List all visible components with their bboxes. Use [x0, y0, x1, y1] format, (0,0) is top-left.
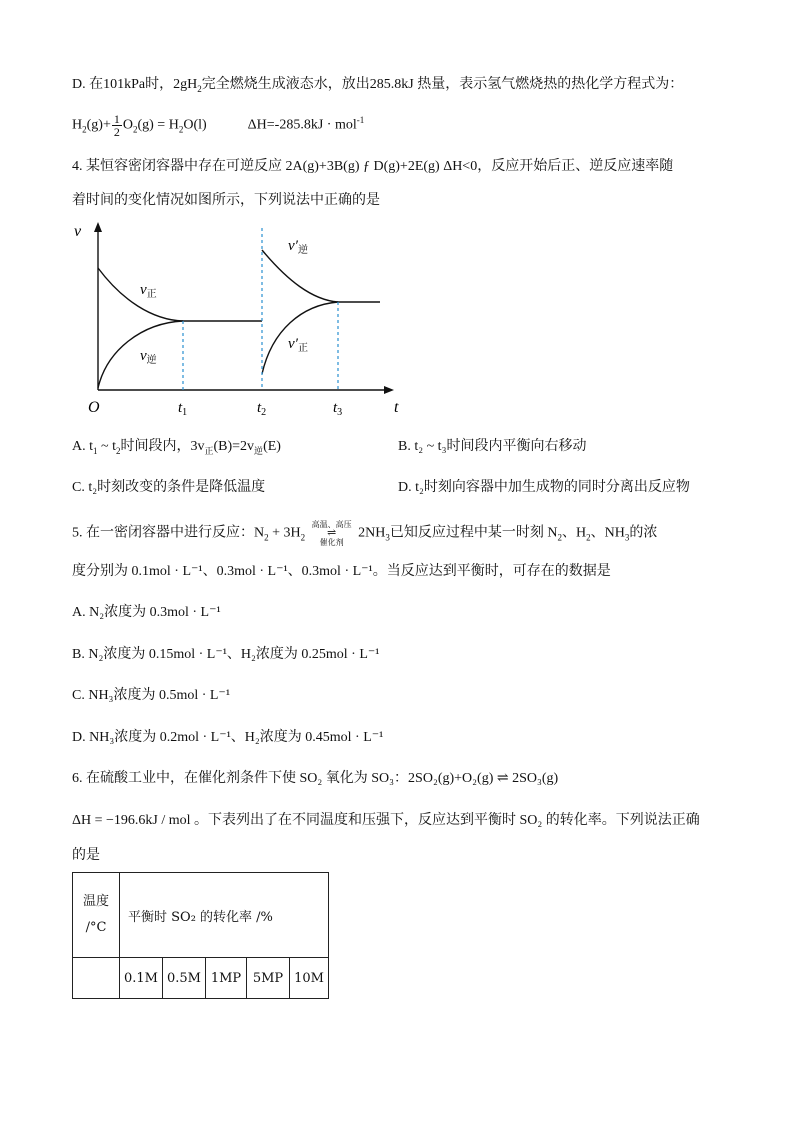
table-header-conversion: 平衡时 SO₂ 的转化率 /% — [120, 873, 329, 958]
x-axis-label: t — [394, 399, 399, 416]
pressure-cell: 0.1M — [120, 958, 163, 999]
eq-o2-state: (g) = H — [137, 117, 179, 133]
pressure-cell: 5MP — [247, 958, 290, 999]
question-4-line2: 着时间的变化情况如图所示，下列说法中正确的是 — [72, 193, 380, 208]
t3-label: $t_3$ — [333, 400, 343, 418]
eq-h2-state: (g)+ — [86, 117, 111, 133]
question-6-line2: ΔH = −196.6kJ / mol 。下表列出了在不同温度和压强下，反应达到平衡时 SO₂ 的转化率。下列说法正确 — [72, 813, 700, 828]
q5-option-b[interactable]: B. N₂浓度为 0.15mol · L⁻¹、H₂浓度为 0.25mol · L⁻¹ — [72, 647, 380, 662]
q4-option-c[interactable]: C. t₂时刻改变的条件是降低温度 — [72, 480, 266, 495]
t2-label: $t_2$ — [257, 400, 267, 418]
pressure-cell: 1MP — [206, 958, 247, 999]
text-mid: 时， — [145, 77, 174, 92]
q5-option-a[interactable]: A. N₂浓度为 0.3mol · L⁻¹ — [72, 605, 221, 620]
option-d-prefix: D. 在 — [72, 77, 104, 92]
v-prime-reverse-label: $v'_逆$ — [288, 238, 308, 256]
q4-option-d[interactable]: D. t₂时刻向容器中加生成物的同时分离出反应物 — [398, 480, 690, 495]
enthalpy-value: ΔH=-285.8kJ · mol — [247, 117, 357, 133]
thermochemical-equation: $H_2(g)+$ $\frac{1}{2}$ $O_2(g) = H_2O(l) \Delta H=-285.8kJ \cdot mol^{-1}$ — [72, 111, 365, 139]
question-5-line2: 度分别为 0.1mol · L⁻¹、0.3mol · L⁻¹、0.3mol · L⁻¹。当反应达到平衡时，可存在的数据是 — [72, 564, 611, 579]
q4-option-a[interactable]: A. $t_1$ ~ $t_2$时间段内，$3v_正(B)=2v_逆(E)$ — [72, 439, 281, 456]
conversion-table — [72, 872, 329, 999]
rate-time-graph — [72, 220, 402, 420]
v-reverse-label: $v_逆$ — [140, 348, 157, 366]
enthalpy-unit-sup: -1 — [356, 115, 365, 125]
reaction-condition: 高温、高压 ⇌ 催化剂 — [311, 520, 352, 547]
eq-o2: O — [122, 117, 133, 133]
origin-label: O — [88, 399, 100, 416]
question-6-line3: 的是 — [72, 848, 100, 863]
question-4-line1: 4. 某恒容密闭容器中存在可逆反应 2A(g)+3B(g) ƒ D(g)+2E(g) ΔH<0，反应开始后正、逆反应速率随 — [72, 159, 674, 174]
question-5-line1: 5. 在一密闭容器中进行反应：$N_2 + 3H_2$ 高温、高压 ⇌ 催化剂 $2NH_3$已知反应过程中某一时刻 $N_2$、$H_2$、$NH_3$的浓 — [72, 520, 658, 547]
table-header-temp: 温度 /°C — [73, 873, 120, 958]
pressure-value: 101kPa — [103, 77, 146, 92]
t1-label: $t_1$ — [178, 400, 188, 418]
q5-option-d[interactable]: D. NH₃浓度为 0.2mol · L⁻¹、H₂浓度为 0.45mol · L⁻¹ — [72, 730, 384, 745]
eq-water: O(l) — [183, 117, 207, 133]
q4-option-b[interactable]: B. t₂ ~ t₃时间段内平衡向右移动 — [398, 439, 587, 454]
question-6-line1: 6. 在硫酸工业中，在催化剂条件下使 SO₂ 氧化为 SO₃：2SO₂(g)+O₂(g) ⇌ 2SO₃(g) — [72, 771, 559, 786]
eq-h2: H — [72, 117, 83, 133]
hydrogen-mass: $2gH_2$ — [173, 77, 202, 94]
table-empty-cell — [73, 958, 120, 999]
pressure-cell: 0.5M — [163, 958, 206, 999]
v-forward-label: $v_正$ — [140, 282, 157, 300]
pressure-cell: 10M — [290, 958, 329, 999]
y-axis-label: v — [74, 223, 82, 240]
reverse-rate-curve-2 — [262, 250, 338, 302]
y-axis-arrow — [94, 222, 102, 232]
x-axis-arrow — [384, 386, 394, 394]
forward-rate-curve-2 — [262, 302, 338, 374]
q5-option-c[interactable]: C. NH₃浓度为 0.5mol · L⁻¹ — [72, 688, 231, 703]
option-d-rest: 完全燃烧生成液态水，放出285.8kJ 热量，表示氢气燃烧热的热化学方程式为： — [201, 77, 684, 92]
v-prime-forward-label: $v'_正$ — [288, 336, 308, 354]
option-d-line — [72, 75, 683, 99]
fraction-half: $\frac{1}{2}$ — [113, 111, 120, 139]
